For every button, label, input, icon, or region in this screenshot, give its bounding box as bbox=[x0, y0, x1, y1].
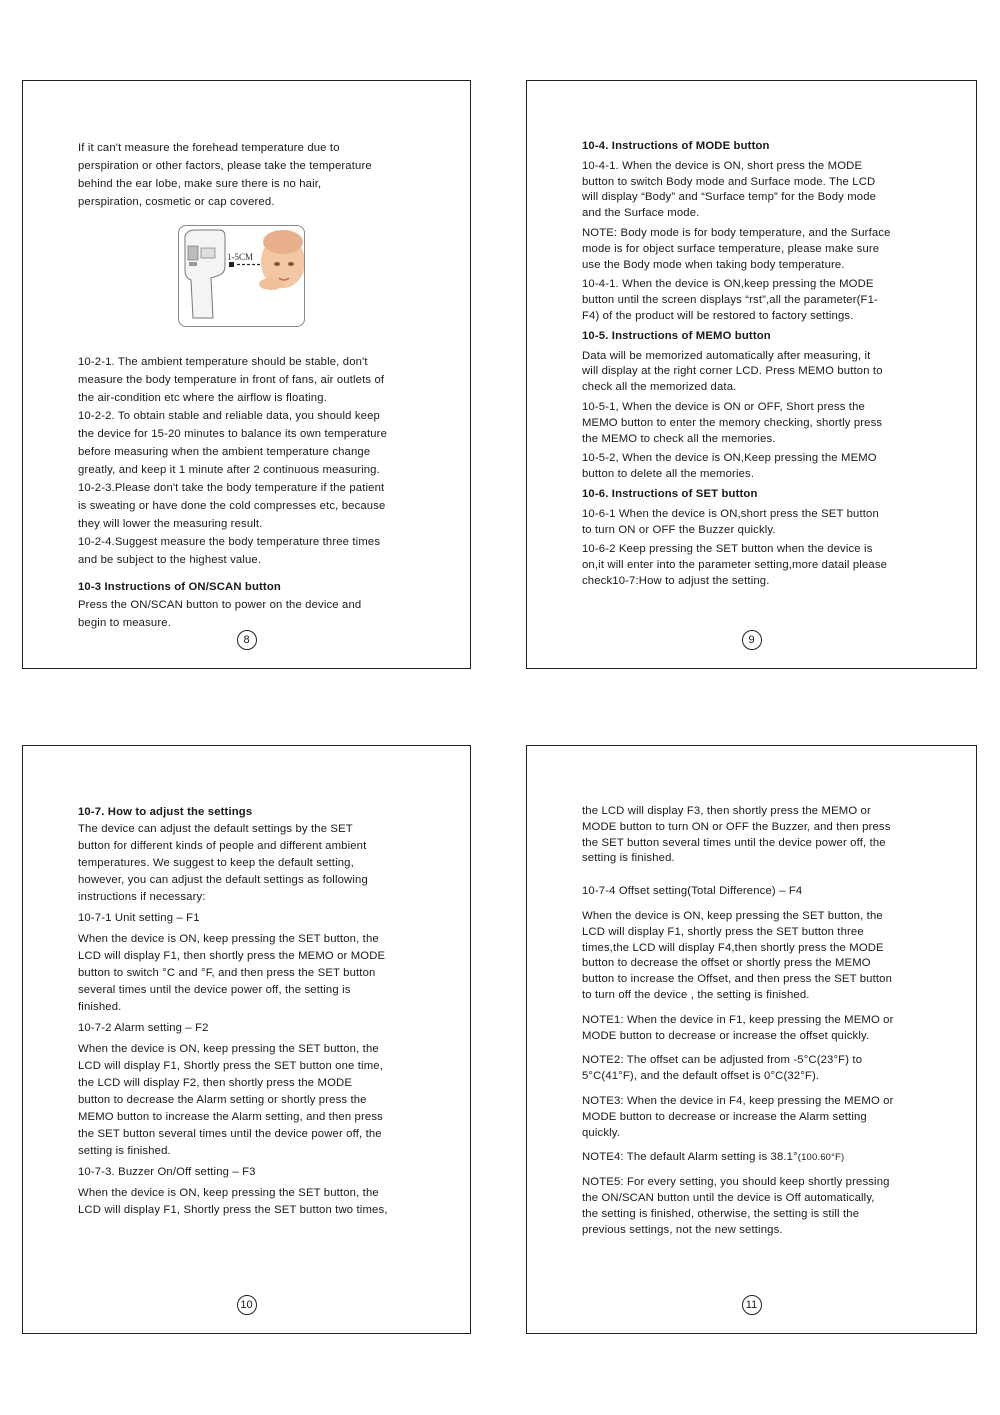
note-5: NOTE5: For every setting, you should keep shortly pressing the ON/SCAN button until the device is Off automatically, the setting is finished, otherwise, the setting is still the previous settings, not the new settings. bbox=[582, 1176, 890, 1236]
thermometer-baby-icon bbox=[179, 226, 304, 326]
manual-page-9 bbox=[526, 80, 977, 669]
f2-body: When the device is ON, keep pressing the SET button, the LCD will display F1, Shortly press the SET button one time, the LCD will display F2, then shortly press the MODE button to decrease the Alarm setting or shortly press the MEMO button to increase the Alarm setting, and then press the SET button several times until the device power off, the setting is finished. bbox=[78, 1043, 384, 1157]
f3-title: 10-7-3. Buzzer On/Off setting – F3 bbox=[78, 1166, 256, 1178]
note-1: NOTE1: When the device in F1, keep pressing the MEMO or MODE button to decrease or increase the offset quickly. bbox=[582, 1013, 894, 1042]
f4-title: 10-7-4 Offset setting(Total Difference) – F4 bbox=[582, 885, 803, 898]
memo-instruction-2: 10-5-1, When the device is ON or OFF, Short press the MEMO button to enter the memory checking, shortly press the MEMO to check all the memories. bbox=[582, 400, 883, 445]
memo-instruction-1: Data will be memorized automatically after measuring, it will display at the right corner LCD. Press MEMO button to check all the memorized data. bbox=[582, 349, 883, 394]
note-2: NOTE2: The offset can be adjusted from -5°C(23°F) to 5°C(41°F), and the default offset is 0°C(32°F). bbox=[582, 1054, 863, 1083]
distance-label: 1-5CM bbox=[227, 252, 254, 262]
note-3: NOTE3: When the device in F4, keep pressing the MEMO or MODE button to decrease or increase the Alarm setting quickly. bbox=[582, 1094, 894, 1139]
mode-note: NOTE: Body mode is for body temperature, and the Surface mode is for object surface temperature, please make sure use the Body mode when taking body temperature. bbox=[582, 226, 891, 271]
manual-page-10 bbox=[22, 745, 471, 1334]
page-9-content bbox=[582, 139, 927, 590]
f1-title: 10-7-1 Unit setting – F1 bbox=[78, 912, 200, 924]
f3-body: When the device is ON, keep pressing the SET button, the LCD will display F1, Shortly press the SET button two times, bbox=[78, 1187, 388, 1216]
set-instruction-2: 10-6-2 Keep pressing the SET button when the device is on,it will enter into the parameter setting,more datail please check10-7:How to adjust the setting. bbox=[582, 543, 888, 587]
manual-page-11 bbox=[526, 745, 977, 1334]
page-number: 8 bbox=[237, 630, 257, 650]
on-scan-body: Press the ON/SCAN button to power on the device and begin to measure. bbox=[78, 599, 362, 629]
f4-body: When the device is ON, keep pressing the SET button, the LCD will display F1, shortly press the SET button three times,the LCD will display F4,then shortly press the MODE button to decrease the offset or shortly press the MEMO button to increase the Offset, and then press the SET button to turn off the device , the setting is finished. bbox=[582, 909, 893, 1001]
page-11-content bbox=[582, 804, 932, 1238]
mode-instruction-2: 10-4-1. When the device is ON,keep pressing the MODE button until the screen displays “rst”,all the parameter(F1- F4) of the product will be restored to factory settings. bbox=[582, 278, 878, 322]
page-number: 11 bbox=[742, 1295, 762, 1315]
manual-page-8 bbox=[22, 80, 471, 669]
page-number: 9 bbox=[742, 630, 762, 650]
f2-title: 10-7-2 Alarm setting – F2 bbox=[78, 1022, 209, 1034]
page-number: 10 bbox=[237, 1295, 257, 1315]
f1-body: When the device is ON, keep pressing the SET button, the LCD will display F1, then shortly press the MEMO or MODE button to switch °C and °F, and then press the SET button several times until the device power off, the setting is finished. bbox=[78, 933, 386, 1013]
f3-continued: the LCD will display F3, then shortly press the MEMO or MODE button to turn ON or OFF the Buzzer, and then press the SET button several times until the device power off, the setting is finished. bbox=[582, 805, 891, 865]
memo-instruction-3: 10-5-2, When the device is ON,Keep pressing the MEMO button to delete all the memories. bbox=[582, 452, 877, 481]
mode-heading: 10-4. Instructions of MODE button bbox=[582, 140, 770, 152]
settings-heading: 10-7. How to adjust the settings bbox=[78, 806, 253, 818]
note-4 bbox=[582, 1150, 932, 1166]
set-heading: 10-6. Instructions of SET button bbox=[582, 487, 758, 500]
mode-instruction-1: 10-4-1. When the device is ON, short press the MODE button to switch Body mode and Surface mode. The LCD will display “Body” and “Surface temp” for the Body mode and the Surface mode. bbox=[582, 159, 877, 220]
settings-intro: The device can adjust the default settings by the SET button for different kinds of people and different ambient temperatures. We suggest to keep the default setting, however, you can adjust the default settings as following instructions if necessary: bbox=[78, 823, 368, 903]
note-4-text: NOTE4: The default Alarm setting is 38.1° bbox=[582, 1151, 798, 1164]
ear-measurement-illustration bbox=[178, 225, 305, 327]
intro-paragraph: If it can't measure the forehead temperature due to perspiration or other factors, please take the temperature behind the ear lobe, make sure there is no hair, perspiration, cosmetic or cap covered. bbox=[78, 142, 372, 208]
set-instruction-1: 10-6-1 When the device is ON,short press the SET button to turn ON or OFF the Buzzer quickly. bbox=[582, 507, 879, 536]
on-scan-heading: 10-3 Instructions of ON/SCAN button bbox=[78, 581, 281, 593]
page-10-content bbox=[78, 804, 418, 1219]
memo-heading: 10-5. Instructions of MEMO button bbox=[582, 329, 771, 342]
page-8-content bbox=[78, 139, 418, 632]
measurement-notes: 10-2-1. The ambient temperature should be stable, don't measure the body temperature in front of fans, air outlets of the air-condition etc where the airflow is floating. 10-2-2. To obtain stable and reliable data, you should keep the device for 15-20 minutes to balance its own temperature before measuring when the ambient temperature change greatly, and keep it 1 minute after 2 continuous measuring. 10-2-3.Please don't take the body temperature if the patient is sweating or have done the cold compresses etc, because they will lower the measuring result. 10-2-4.Suggest measure the body temperature three times and be subject to the highest value. bbox=[78, 356, 388, 566]
note-4-fahrenheit: (100.60°F) bbox=[797, 1152, 845, 1164]
